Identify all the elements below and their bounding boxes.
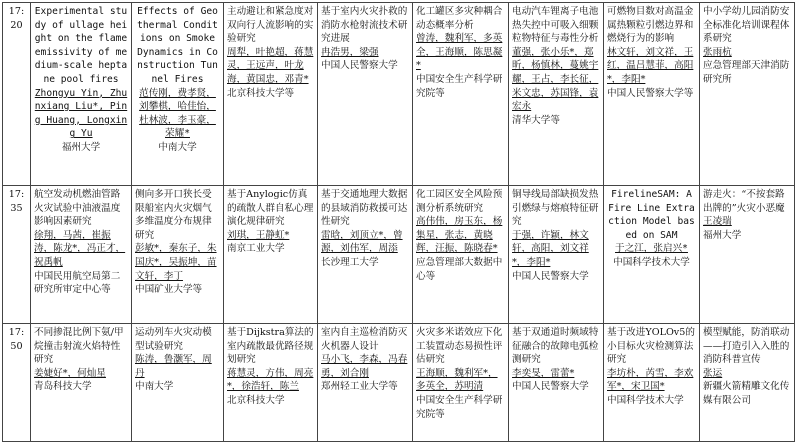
paper-cell bbox=[132, 324, 224, 442]
paper-title: 不同掺混比例下氨/甲烷撞击射流火焰特性研究 bbox=[34, 327, 124, 366]
paper-cell bbox=[700, 186, 795, 324]
paper-title: 基于室内火灾扑救的消防水枪射流技术研究进展 bbox=[321, 6, 408, 45]
paper-authors: 张运 bbox=[703, 367, 723, 379]
paper-affiliation: 北京科技大学等 bbox=[227, 87, 295, 99]
paper-title: 基于双通道时频域特征融合的故障电弧检测研究 bbox=[512, 327, 599, 366]
paper-authors: 曾涛，魏利军，多英全，王海顺，陈思凝* bbox=[416, 33, 503, 72]
paper-title: 化工罐区多灾种耦合动态概率分析 bbox=[416, 6, 503, 31]
paper-title: 火灾多米诺效应下化工装置动态易损性评估研究 bbox=[416, 327, 503, 366]
paper-cell bbox=[224, 324, 318, 442]
paper-authors: 刘琪，王静虹* bbox=[227, 229, 290, 241]
paper-affiliation: 清华大学等 bbox=[512, 114, 560, 126]
paper-title: 基于Dijkstra算法的室内疏散最优路径规划研究 bbox=[227, 327, 314, 366]
paper-affiliation: 长沙理工大学 bbox=[321, 256, 379, 268]
paper-affiliation: 青岛科技大学 bbox=[34, 381, 92, 393]
paper-cell bbox=[413, 186, 509, 324]
paper-affiliation: 中国安全生产科学研究院等 bbox=[416, 73, 503, 99]
paper-authors: 张雨杭 bbox=[703, 46, 732, 58]
paper-authors: 冉浩男，梁强 bbox=[321, 46, 379, 58]
paper-cell bbox=[31, 3, 132, 186]
paper-affiliation: 中南大学 bbox=[135, 381, 174, 393]
table-row bbox=[3, 186, 795, 324]
paper-authors: 周犁，叶艳超，蒋慧灵，王远声，叶龙海，黄国忠，邓青* bbox=[227, 46, 314, 85]
paper-authors: 王海顺，魏利军*，多英全，苏明清 bbox=[416, 367, 498, 393]
paper-authors: 李奕旻，雷蕾* bbox=[512, 367, 575, 379]
paper-cell bbox=[604, 324, 700, 442]
paper-title: 模型赋能，防消联动——打造引入入胜的消防科普宣传 bbox=[703, 327, 790, 366]
paper-affiliation: 中国安全生产科学研究院等 bbox=[416, 394, 503, 420]
paper-affiliation: 郑州轻工业大学等 bbox=[321, 381, 398, 393]
paper-title: 电动汽车锂离子电池热失控中可吸入细颗粒物特征与毒性分析 bbox=[512, 6, 599, 45]
paper-cell bbox=[413, 3, 509, 186]
paper-cell bbox=[224, 186, 318, 324]
paper-authors: 董强，张小乐*，郑昕，杨慎林，蔓姚宇耀，王占，李长征，米文忠，苏国锋，袁宏永 bbox=[512, 46, 599, 113]
paper-title: 主动避让和紧急度对双向行人流影响的实验研究 bbox=[227, 6, 314, 45]
paper-title: 游走火：“不按套路出牌的”火灾小恶魔 bbox=[703, 189, 785, 214]
paper-title: 运动列车火灾动模型试验研究 bbox=[135, 327, 212, 352]
paper-title: 基于交通地理大数据的县域消防救援可达性研究 bbox=[321, 189, 408, 228]
paper-affiliation: 应急管理部大数据中心等 bbox=[416, 256, 503, 282]
paper-cell bbox=[509, 3, 604, 186]
paper-cell bbox=[132, 186, 224, 324]
paper-affiliation: 中国人民警察大学等 bbox=[607, 87, 694, 99]
paper-title: FirelineSAM: A Fire Line Extraction Model based on SAM bbox=[608, 189, 695, 241]
paper-cell bbox=[318, 186, 413, 324]
paper-cell bbox=[509, 186, 604, 324]
paper-authors: 蒋慧灵，方伟，周亮*，徐浩轩，陈兰 bbox=[227, 367, 314, 393]
paper-authors: 彭敏*，秦东子，朱国庆*，吴振坤，苗文轩，李丁 bbox=[135, 243, 217, 282]
paper-cell bbox=[224, 3, 318, 186]
paper-cell bbox=[604, 3, 700, 186]
paper-cell bbox=[413, 324, 509, 442]
paper-affiliation: 南京工业大学 bbox=[227, 243, 285, 255]
paper-title: 化工园区安全风险预测分析系统研究 bbox=[416, 189, 503, 214]
paper-affiliation: 中国科学技术大学 bbox=[613, 256, 690, 268]
paper-cell bbox=[318, 3, 413, 186]
paper-title: Effects of Geothermal Conditions on Smoke Dynamics in Construction Tunnel Fires bbox=[137, 6, 218, 85]
paper-cell bbox=[132, 3, 224, 186]
paper-title: 基于Anylogic仿真的疏散人群自私心理演化规律研究 bbox=[227, 189, 314, 228]
paper-affiliation: 新疆火箭精雕文化传媒有限公司 bbox=[703, 381, 790, 406]
paper-authors: 李坊朴，芮雪，李欢军*，宋卫国* bbox=[607, 367, 694, 393]
paper-affiliation: 中南大学 bbox=[158, 141, 197, 153]
paper-cell bbox=[31, 186, 132, 324]
paper-cell bbox=[700, 3, 795, 186]
paper-title: 可燃物目数对高温金属热颗粒引燃边界和燃烧行为的影响 bbox=[607, 6, 694, 45]
paper-cell bbox=[700, 324, 795, 442]
paper-cell bbox=[604, 186, 700, 324]
time-slot: 17: 50 bbox=[3, 324, 31, 442]
paper-affiliation: 福州大学 bbox=[703, 229, 742, 241]
table-row bbox=[3, 3, 795, 186]
paper-title: 基于改进YOLOv5的小目标火灾检测算法研究 bbox=[607, 327, 695, 366]
paper-affiliation: 中国人民警察大学 bbox=[512, 270, 589, 282]
paper-authors: 陈涛，鲁灏军，周丹 bbox=[135, 354, 212, 379]
paper-cell bbox=[509, 324, 604, 442]
paper-affiliation: 中国人民警察大学 bbox=[321, 60, 398, 72]
paper-title: Experimental study of ullage height on the flame emissivity of medium-scale heptane pool fires bbox=[34, 6, 128, 85]
paper-authors: 林文轩，刘文祥，王红，温吕慧菲，高阳*，李阳* bbox=[607, 46, 694, 85]
paper-cell bbox=[318, 324, 413, 442]
time-slot: 17: 20 bbox=[3, 3, 31, 186]
time-slot: 17: 35 bbox=[3, 186, 31, 324]
paper-title: 室内自主巡检消防灭火机器人设计 bbox=[321, 327, 408, 352]
paper-affiliation: 福州大学 bbox=[61, 141, 101, 153]
paper-affiliation: 应急管理部天津消防研究所 bbox=[703, 60, 790, 85]
paper-authors: 于之江，张启兴* bbox=[615, 243, 688, 255]
paper-affiliation: 北京科技大学 bbox=[227, 394, 285, 406]
paper-cell bbox=[31, 324, 132, 442]
paper-authors: 范传刚，费孝贤，刘攀棋，哈佳怡，杜林波，李玉豪，荣耀* bbox=[139, 87, 216, 140]
paper-authors: 高伟伟，房玉东，杨集星，张志，黄晓辉，汪振，陈晓春* bbox=[416, 216, 503, 255]
paper-affiliation: 中国民用航空局第二研究所审定中心等 bbox=[34, 270, 121, 296]
schedule-table bbox=[2, 2, 795, 442]
paper-affiliation: 中国科学技术大学 bbox=[607, 394, 684, 406]
paper-authors: 王凌瑞 bbox=[703, 216, 732, 228]
table-row bbox=[3, 324, 795, 442]
paper-title: 航空发动机燃油管路火灾试验中油液温度影响因素研究 bbox=[34, 189, 121, 228]
paper-authors: 徐翔，马茜，崔振涛，陈龙*，冯正才，祝禹帆 bbox=[34, 229, 126, 268]
paper-affiliation: 中国人民警察大学 bbox=[512, 381, 589, 393]
paper-authors: Zhongyu Yin, Zhunxiang Liu*, Ping Huang, Longxing Yu bbox=[34, 87, 128, 140]
paper-affiliation: 中国矿业大学等 bbox=[135, 284, 203, 296]
paper-authors: 雷晗，刘顶立*，曾源，刘伟军，周添 bbox=[321, 229, 403, 255]
paper-authors: 马小飞，李森，冯春勇，刘合刚 bbox=[321, 354, 408, 379]
paper-title: 中小学幼儿园消防安全标准化培训课程体系研究 bbox=[703, 6, 790, 45]
paper-authors: 于强，许颖，林文轩，高阳，刘文祥*，李阳* bbox=[512, 229, 589, 268]
paper-title: 铜导线局部缺损发热引燃绿与熔痕特征研究 bbox=[512, 189, 599, 228]
paper-authors: 姜婕好*，何灿星 bbox=[34, 367, 106, 379]
paper-title: 侧向多开口狭长受限船室内火灾烟气多维温度分布规律研究 bbox=[135, 189, 212, 241]
